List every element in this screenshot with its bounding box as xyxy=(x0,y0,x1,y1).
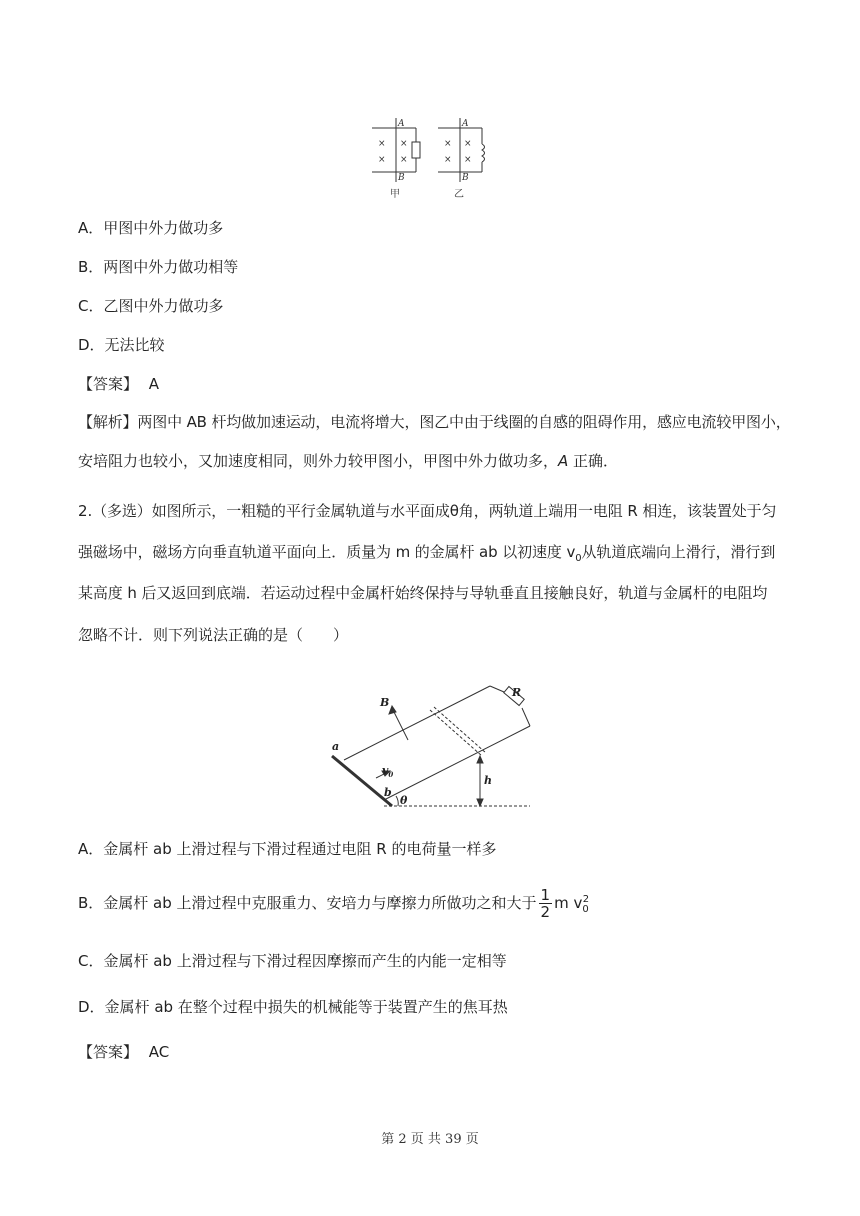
q2-stem-line-1: 2.（多选）如图所示，一粗糙的平行金属轨道与水平面成θ角，两轨道上端用一电阻 R 相连，该装置处于匀 xyxy=(78,502,777,520)
option-b-sub: 0 xyxy=(582,904,589,915)
label-a-left: A xyxy=(398,119,405,129)
label-r: R xyxy=(512,686,522,699)
q2-answer xyxy=(78,1041,169,1063)
q2-option-d: D．金属杆 ab 在整个过程中损失的机械能等于装置产生的焦耳热 xyxy=(78,998,508,1016)
q1-option-d: D．无法比较 xyxy=(78,336,165,354)
cross-mark: × xyxy=(444,139,452,149)
q1-option-c: C．乙图中外力做功多 xyxy=(78,297,224,315)
label-v-sub: 0 xyxy=(388,770,394,779)
label-b-rod: b xyxy=(384,786,392,799)
label-b-right: B xyxy=(462,173,469,183)
q1-answer xyxy=(78,373,159,395)
q2-stem-line-3: 某高度 h 后又返回到底端．若运动过程中金属杆始终保持与导轨垂直且接触良好，轨道与金属杆的电阻均 xyxy=(78,584,768,602)
option-b-sup: 2 xyxy=(582,894,590,905)
label-b-field: B xyxy=(380,696,390,709)
option-b-mv: m v xyxy=(554,894,583,912)
q1-option-b: B．两图中外力做功相等 xyxy=(78,258,239,276)
fraction-denominator: 2 xyxy=(540,903,551,921)
q1-option-a: A．甲图中外力做功多 xyxy=(78,219,224,237)
answer-value: A xyxy=(148,375,160,393)
stem-text: 强磁场中，磁场方向垂直轨道平面向上．质量为 m 的金属杆 ab 以初速度 v xyxy=(78,543,576,561)
fraction-one-half xyxy=(539,887,553,920)
label-a: a xyxy=(332,740,340,753)
label-theta: θ xyxy=(400,794,408,807)
stem-text-end: 从轨道底端向上滑行，滑行到 xyxy=(581,543,776,561)
option-b-text: B．金属杆 ab 上滑过程中克服重力、安培力与摩擦力所做功之和大于 xyxy=(78,894,537,912)
cross-mark: × xyxy=(464,139,472,149)
label-b-left: B xyxy=(398,173,405,183)
cross-mark: × xyxy=(464,155,472,165)
cross-mark: × xyxy=(378,139,386,149)
answer-label: 【答案】 xyxy=(78,1043,139,1061)
q2-option-c: C．金属杆 ab 上滑过程与下滑过程因摩擦而产生的内能一定相等 xyxy=(78,952,507,970)
cross-mark: × xyxy=(378,155,386,165)
q1-analysis-line-2 xyxy=(78,450,618,472)
label-h: h xyxy=(484,774,492,787)
cross-mark: × xyxy=(444,155,452,165)
label-v: v xyxy=(382,764,389,777)
q2-stem-line-4: 忽略不计．则下列说法正确的是（ ） xyxy=(78,626,349,644)
cross-mark: × xyxy=(400,139,408,149)
q2-option-b xyxy=(78,880,589,930)
fraction-numerator: 1 xyxy=(540,886,551,904)
q2-option-a: A．金属杆 ab 上滑过程与下滑过程通过电阻 R 的电荷量一样多 xyxy=(78,840,497,858)
answer-label: 【答案】 xyxy=(78,375,139,393)
label-v0 xyxy=(382,764,393,779)
analysis-text-end: 正确． xyxy=(568,452,619,470)
page-footer: 第 2 页 共 39 页 xyxy=(381,1132,479,1147)
caption-jia: 甲 xyxy=(390,189,400,200)
q2-stem-line-2 xyxy=(78,541,775,570)
figure-1-field-diagrams xyxy=(366,114,496,204)
label-a-right: A xyxy=(462,119,469,129)
analysis-italic-a: A xyxy=(558,452,569,470)
cross-mark: × xyxy=(400,155,408,165)
q1-analysis-line-1: 【解析】两图中 AB 杆均做加速运动，电流将增大，图乙中由于线圈的自感的阻碍作用，感应电流较甲图小， xyxy=(78,413,791,431)
figure-2-inclined-rails xyxy=(326,680,536,812)
answer-value: AC xyxy=(148,1043,170,1061)
analysis-text: 安培阻力也较小，又加速度相同，则外力较甲图小，甲图中外力做功多， xyxy=(78,452,559,470)
caption-yi: 乙 xyxy=(454,189,464,200)
stem-sub: 0 xyxy=(575,553,582,564)
